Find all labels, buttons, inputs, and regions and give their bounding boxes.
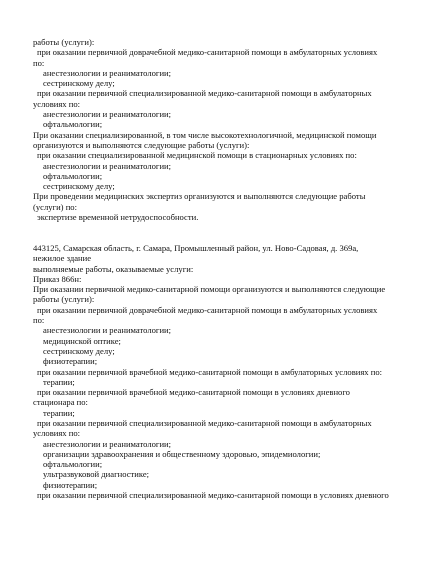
text-line: при оказании первичной специализированной медико-санитарной помощи в амбулаторных [37,88,372,99]
text-line: офтальмологии; [43,170,103,181]
text-line: терапии; [43,407,75,418]
text-line: анестезиологии и реаниматологии; [43,160,172,171]
text-line: офтальмологии; [43,119,103,130]
text-line: ультразвуковой диагностике; [43,469,150,480]
text-line: При оказании первичной медико-санитарной помощи организуются и выполняются следующие [33,284,386,295]
text-line: При проведении медицинских экспертиз организуются и выполняются следующие работы [33,191,366,202]
text-line: при оказании первичной доврачебной медико-санитарной помощи в амбулаторных условиях [37,304,378,315]
text-line: При оказании специализированной, в том числе высокотехнологичной, медицинской помощи [33,129,377,140]
text-line: анестезиологии и реаниматологии; [43,67,172,78]
address-line: 443125, Самарская область, г. Самара, Промышленный район, ул. Ново-Садовая, д. 369а, [33,242,359,253]
text-line: сестринскому делу; [43,345,115,356]
text-line: по: [33,315,45,326]
text-line: организуются и выполняются следующие работы (услуги): [33,139,250,150]
text-line: сестринскому делу; [43,78,115,89]
document-text [0,37,430,500]
text-line: условиях по: [33,98,81,109]
text-line: при оказании первичной специализированной медико-санитарной помощи в амбулаторных [37,417,372,428]
text-line: физиотерапии; [43,356,98,367]
text-line: сестринскому делу; [43,181,115,192]
text-line: при оказании первичной специализированной медико-санитарной помощи в условиях дневного [37,490,389,501]
text-line: Приказ 866н: [33,273,82,284]
text-line: выполняемые работы, оказываемые услуги: [33,263,194,274]
text-line: (услуги) по: [33,201,77,212]
text-line: офтальмологии; [43,459,103,470]
text-line: работы (услуги): [33,37,95,47]
paragraph-gap [0,222,430,232]
text-line: организации здравоохранения и общественному здоровью, эпидемиологии; [43,448,321,459]
paragraph-gap [0,233,430,243]
text-line: стационара по: [33,397,88,408]
text-line: при оказании первичной доврачебной медико-санитарной помощи в амбулаторных условиях [37,47,378,58]
text-line: терапии; [43,376,75,387]
text-line: при оказании первичной врачебной медико-санитарной помощи в амбулаторных условиях по: [37,366,383,377]
text-line: анестезиологии и реаниматологии; [43,325,172,336]
text-line: медицинской оптике; [43,335,121,346]
text-line: при оказании первичной врачебной медико-санитарной помощи в условиях дневного [37,387,350,398]
text-line: экспертизе временной нетрудоспособности. [37,212,199,223]
text-line: анестезиологии и реаниматологии; [43,438,172,449]
text-line: нежилое здание [33,253,92,264]
text-line: по: [33,57,45,68]
text-line: работы (услуги): [33,294,95,305]
text-line: анестезиологии и реаниматологии; [43,109,172,120]
text-line: физиотерапии; [43,479,98,490]
text-line: при оказании специализированной медицинской помощи в стационарных условиях по: [37,150,357,161]
text-line: условиях по: [33,428,81,439]
